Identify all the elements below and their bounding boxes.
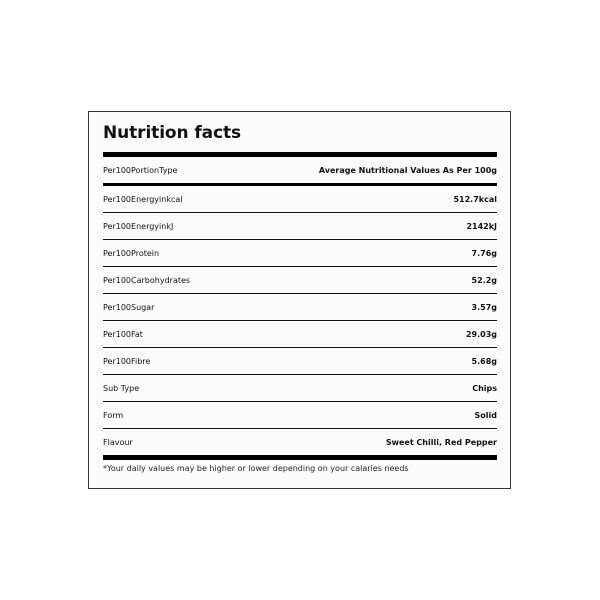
row-value: 29.03g — [465, 329, 497, 339]
row-value: 7.76g — [471, 248, 497, 258]
row-value: 512.7kcal — [453, 194, 497, 204]
table-row-carbohydrates — [103, 267, 497, 294]
nutrition-table — [103, 157, 497, 455]
row-value: Sweet Chilli, Red Pepper — [385, 437, 497, 447]
table-row-flavour — [103, 429, 497, 455]
row-label: Per100Sugar — [103, 302, 155, 312]
row-label: Per100EnergyinkJ — [103, 221, 174, 231]
table-row-portion-type — [103, 157, 497, 186]
row-value: 52.2g — [471, 275, 497, 285]
row-label: Per100Protein — [103, 248, 160, 258]
table-row-energy-kj — [103, 213, 497, 240]
row-label: Flavour — [103, 437, 133, 447]
table-row-protein — [103, 240, 497, 267]
bottom-thick-divider — [103, 455, 497, 460]
row-value: 3.57g — [471, 302, 497, 312]
table-row-sub-type — [103, 375, 497, 402]
nutrition-facts-panel — [88, 111, 511, 489]
row-label: Per100Fibre — [103, 356, 151, 366]
daily-values-footnote: *Your daily values may be higher or lower depending on your calaries needs — [103, 464, 409, 473]
row-value: 5.68g — [471, 356, 497, 366]
nutrition-facts-title: Nutrition facts — [103, 123, 242, 143]
row-label: Per100Fat — [103, 329, 143, 339]
row-value: 2142kJ — [466, 221, 497, 231]
row-label: Form — [103, 410, 124, 420]
table-row-fibre — [103, 348, 497, 375]
row-label: Per100Energyinkcal — [103, 194, 183, 204]
table-row-form — [103, 402, 497, 429]
row-value: Chips — [472, 383, 497, 393]
row-value: Solid — [474, 410, 497, 420]
table-row-sugar — [103, 294, 497, 321]
row-value: Average Nutritional Values As Per 100g — [318, 165, 497, 175]
row-label: Per100PortionType — [103, 165, 178, 175]
row-label: Sub Type — [103, 383, 140, 393]
row-label: Per100Carbohydrates — [103, 275, 191, 285]
table-row-energy-kcal — [103, 186, 497, 213]
table-row-fat — [103, 321, 497, 348]
